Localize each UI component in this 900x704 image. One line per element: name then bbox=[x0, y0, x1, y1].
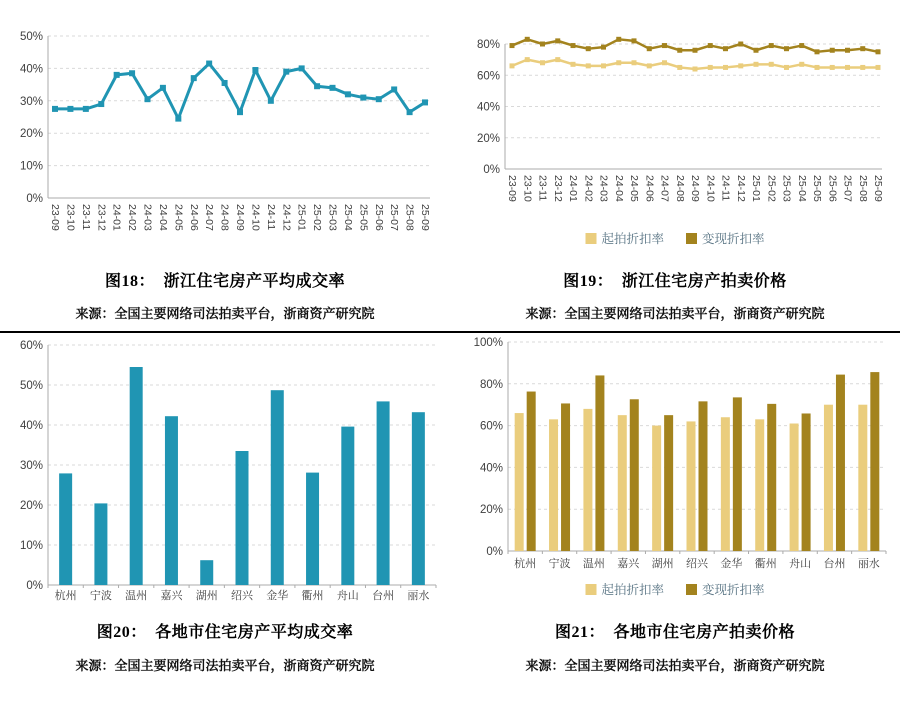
data-point-marker bbox=[52, 106, 58, 112]
x-tick-label: 25-05 bbox=[811, 175, 823, 202]
data-point-marker bbox=[67, 106, 73, 112]
data-point-marker bbox=[422, 99, 428, 105]
data-point-marker bbox=[376, 96, 382, 102]
x-tick-label: 24-11 bbox=[264, 204, 277, 231]
y-tick-label: 30% bbox=[19, 95, 43, 108]
x-tick-label: 24-02 bbox=[582, 175, 595, 202]
data-point-marker bbox=[799, 43, 804, 48]
data-point-marker bbox=[237, 109, 243, 115]
data-point-marker bbox=[145, 96, 151, 102]
fig19-caption: 图19： 浙江住宅房产拍卖价格 bbox=[563, 273, 787, 290]
fig19-source: 来源：全国主要网络司法拍卖平台，浙商资产研究院 bbox=[525, 306, 825, 321]
bar-series-1 bbox=[721, 417, 730, 551]
bar bbox=[165, 416, 178, 585]
y-tick-label: 0% bbox=[26, 193, 43, 205]
bar bbox=[377, 401, 390, 585]
data-point-marker bbox=[175, 116, 181, 122]
x-tick-label: 23-09 bbox=[49, 204, 61, 231]
bar-series-1 bbox=[755, 419, 764, 551]
data-point-marker bbox=[299, 65, 305, 71]
data-point-marker bbox=[693, 67, 698, 72]
fig18-source: 来源：全国主要网络司法拍卖平台，浙商资产研究院 bbox=[75, 306, 375, 321]
data-point-marker bbox=[601, 45, 606, 50]
x-tick-label: 24-11 bbox=[719, 175, 732, 202]
y-tick-label: 60% bbox=[476, 70, 500, 83]
data-point-marker bbox=[754, 62, 759, 67]
x-tick-label: 湖州 bbox=[651, 558, 674, 570]
data-point-marker bbox=[754, 48, 759, 53]
bar-series-2 bbox=[595, 375, 604, 551]
fig20-city-transaction-rate-bar-chart bbox=[0, 337, 450, 613]
figure-21-cell bbox=[450, 333, 900, 674]
bar-series-2 bbox=[699, 401, 708, 551]
bar-series-1 bbox=[549, 419, 558, 551]
data-point-marker bbox=[662, 60, 667, 65]
x-tick-label: 温州 bbox=[125, 590, 148, 602]
x-tick-label: 25-02 bbox=[311, 204, 324, 231]
data-point-marker bbox=[407, 109, 413, 115]
x-tick-label: 24-06 bbox=[643, 175, 656, 202]
x-tick-label: 24-02 bbox=[126, 204, 139, 231]
bar bbox=[236, 451, 249, 585]
data-point-marker bbox=[845, 48, 850, 53]
bar-series-1 bbox=[790, 424, 799, 551]
y-tick-label: 40% bbox=[19, 420, 43, 432]
y-tick-label: 20% bbox=[19, 128, 43, 141]
x-tick-label: 23-11 bbox=[79, 204, 92, 231]
bar-series-1 bbox=[858, 405, 867, 551]
x-tick-label: 25-01 bbox=[295, 204, 308, 231]
y-tick-label: 40% bbox=[19, 63, 43, 76]
x-tick-label: 25-04 bbox=[795, 175, 808, 202]
data-point-marker bbox=[83, 106, 89, 112]
x-tick-label: 24-09 bbox=[234, 204, 246, 231]
data-point-marker bbox=[160, 85, 166, 91]
data-point-marker bbox=[268, 98, 274, 104]
fig21-city-auction-price-bar-chart bbox=[450, 337, 900, 613]
y-tick-label: 50% bbox=[19, 31, 43, 43]
data-point-marker bbox=[525, 57, 530, 62]
x-tick-label: 丽水 bbox=[857, 558, 880, 570]
x-tick-label: 25-07 bbox=[841, 175, 854, 202]
fig20-source: 来源：全国主要网络司法拍卖平台，浙商资产研究院 bbox=[75, 658, 375, 673]
x-tick-label: 23-11 bbox=[536, 175, 549, 202]
bar-series-2 bbox=[664, 415, 673, 551]
data-point-marker bbox=[815, 65, 820, 70]
data-point-marker bbox=[693, 48, 698, 53]
x-tick-label: 25-04 bbox=[341, 204, 354, 231]
data-point-marker bbox=[540, 60, 545, 65]
x-tick-label: 舟山 bbox=[336, 590, 359, 602]
legend-label: 起拍折扣率 bbox=[601, 232, 665, 246]
data-point-marker bbox=[784, 65, 789, 70]
x-tick-label: 23-10 bbox=[521, 175, 534, 202]
data-point-marker bbox=[632, 38, 637, 43]
legend-label: 变现折扣率 bbox=[702, 232, 765, 246]
data-point-marker bbox=[540, 42, 545, 47]
data-point-marker bbox=[632, 60, 637, 65]
legend-swatch bbox=[686, 584, 697, 595]
data-point-marker bbox=[586, 46, 591, 51]
bar-series-2 bbox=[870, 372, 879, 551]
data-point-marker bbox=[738, 63, 743, 68]
x-tick-label: 25-07 bbox=[388, 204, 401, 231]
bar bbox=[59, 473, 72, 585]
data-point-marker bbox=[708, 43, 713, 48]
x-tick-label: 24-08 bbox=[218, 204, 231, 231]
y-tick-label: 20% bbox=[479, 504, 503, 517]
y-tick-label: 20% bbox=[19, 500, 43, 512]
data-point-marker bbox=[525, 37, 530, 42]
x-tick-label: 24-01 bbox=[567, 175, 579, 202]
legend-swatch bbox=[686, 233, 697, 244]
bar-series-2 bbox=[630, 399, 639, 551]
data-point-marker bbox=[616, 60, 621, 65]
data-point-marker bbox=[129, 70, 135, 76]
x-tick-label: 24-01 bbox=[110, 204, 123, 231]
bar-series-1 bbox=[652, 426, 661, 551]
x-tick-label: 24-03 bbox=[141, 204, 154, 231]
data-point-marker bbox=[860, 46, 865, 51]
data-point-marker bbox=[252, 67, 258, 73]
fig21-source: 来源：全国主要网络司法拍卖平台，浙商资产研究院 bbox=[525, 658, 825, 673]
x-tick-label: 24-05 bbox=[172, 204, 185, 231]
x-tick-label: 衢州 bbox=[301, 590, 324, 602]
bar-series-2 bbox=[802, 413, 811, 551]
x-tick-label: 23-12 bbox=[95, 204, 108, 231]
bar bbox=[130, 367, 143, 585]
y-tick-label: 60% bbox=[479, 420, 503, 433]
bar-series-2 bbox=[561, 403, 570, 551]
data-point-marker bbox=[815, 49, 820, 54]
x-tick-label: 24-10 bbox=[249, 204, 262, 231]
data-point-marker bbox=[510, 43, 515, 48]
bar bbox=[306, 473, 319, 585]
data-point-marker bbox=[360, 95, 366, 101]
fig18-caption: 图18： 浙江住宅房产平均成交率 bbox=[104, 273, 345, 290]
figure-20-cell bbox=[0, 333, 450, 674]
y-tick-label: 40% bbox=[479, 462, 503, 475]
y-tick-label: 80% bbox=[476, 39, 500, 51]
data-point-marker bbox=[845, 65, 850, 70]
x-tick-label: 宁波 bbox=[89, 590, 112, 602]
fig19-auction-price-line-chart bbox=[450, 6, 900, 256]
fig21-caption: 图21： 各地市住宅房产拍卖价格 bbox=[554, 624, 795, 641]
data-point-marker bbox=[114, 72, 120, 78]
data-point-marker bbox=[784, 46, 789, 51]
bar-series-1 bbox=[618, 415, 627, 551]
x-tick-label: 24-12 bbox=[734, 175, 747, 202]
x-tick-label: 23-12 bbox=[551, 175, 564, 202]
bar-series-2 bbox=[767, 404, 776, 551]
x-tick-label: 25-03 bbox=[326, 204, 339, 231]
y-tick-label: 0% bbox=[483, 164, 500, 176]
x-tick-label: 24-05 bbox=[628, 175, 640, 202]
x-tick-label: 24-12 bbox=[280, 204, 293, 231]
bar-series-2 bbox=[527, 392, 536, 551]
data-point-marker bbox=[723, 65, 728, 70]
x-tick-label: 23-09 bbox=[506, 175, 518, 202]
x-tick-label: 衢州 bbox=[754, 558, 777, 570]
x-tick-label: 25-03 bbox=[780, 175, 793, 202]
data-point-marker bbox=[677, 48, 682, 53]
legend-swatch bbox=[586, 584, 597, 595]
x-tick-label: 25-02 bbox=[765, 175, 778, 202]
data-point-marker bbox=[769, 62, 774, 67]
data-point-marker bbox=[769, 43, 774, 48]
x-tick-label: 绍兴 bbox=[686, 558, 708, 570]
data-point-marker bbox=[283, 69, 289, 75]
data-point-marker bbox=[314, 83, 320, 89]
x-tick-label: 25-05 bbox=[357, 204, 370, 231]
x-tick-label: 舟山 bbox=[789, 558, 812, 570]
bar-series-1 bbox=[515, 413, 524, 551]
x-tick-label: 温州 bbox=[582, 558, 605, 570]
figure-19-cell bbox=[450, 0, 900, 322]
y-tick-label: 50% bbox=[19, 380, 43, 392]
y-tick-label: 100% bbox=[473, 337, 503, 349]
y-tick-label: 30% bbox=[19, 460, 43, 472]
data-point-marker bbox=[222, 80, 228, 86]
x-tick-label: 24-07 bbox=[658, 175, 671, 202]
legend-label: 起拍折扣率 bbox=[601, 583, 665, 597]
x-tick-label: 金华 bbox=[266, 590, 289, 602]
bar bbox=[94, 503, 107, 585]
x-tick-label: 25-08 bbox=[403, 204, 416, 231]
x-tick-label: 24-04 bbox=[156, 204, 169, 231]
y-tick-label: 60% bbox=[19, 340, 43, 352]
y-tick-label: 40% bbox=[476, 101, 500, 114]
fig18-transaction-rate-line-chart bbox=[0, 6, 450, 256]
x-tick-label: 杭州 bbox=[514, 558, 537, 570]
x-tick-label: 25-01 bbox=[750, 175, 762, 202]
x-tick-label: 台州 bbox=[823, 558, 846, 570]
x-tick-label: 湖州 bbox=[195, 590, 218, 602]
bar-series-2 bbox=[733, 397, 742, 551]
y-tick-label: 10% bbox=[19, 540, 43, 552]
bar bbox=[271, 390, 284, 585]
legend-label: 变现折扣率 bbox=[702, 583, 765, 597]
figure-18-cell bbox=[0, 0, 450, 322]
y-tick-label: 10% bbox=[19, 160, 43, 173]
x-tick-label: 24-10 bbox=[704, 175, 717, 202]
x-tick-label: 24-04 bbox=[612, 175, 625, 202]
y-tick-label: 80% bbox=[479, 378, 503, 391]
data-point-marker bbox=[330, 85, 336, 91]
x-tick-label: 台州 bbox=[372, 590, 395, 602]
bar-series-1 bbox=[687, 421, 696, 551]
data-point-marker bbox=[647, 63, 652, 68]
data-point-marker bbox=[799, 62, 804, 67]
data-point-marker bbox=[830, 65, 835, 70]
data-point-marker bbox=[555, 57, 560, 62]
data-point-marker bbox=[662, 43, 667, 48]
x-tick-label: 24-07 bbox=[203, 204, 216, 231]
data-point-marker bbox=[677, 65, 682, 70]
data-point-marker bbox=[206, 61, 212, 67]
data-point-marker bbox=[830, 48, 835, 53]
data-point-marker bbox=[876, 49, 881, 54]
data-point-marker bbox=[616, 37, 621, 42]
data-point-marker bbox=[191, 75, 197, 81]
data-point-marker bbox=[510, 63, 515, 68]
x-tick-label: 金华 bbox=[720, 558, 743, 570]
bar bbox=[200, 560, 213, 585]
x-tick-label: 24-03 bbox=[597, 175, 610, 202]
x-tick-label: 25-06 bbox=[372, 204, 385, 231]
y-tick-label: 0% bbox=[26, 580, 43, 592]
bar-series-1 bbox=[824, 405, 833, 551]
x-tick-label: 宁波 bbox=[548, 558, 571, 570]
y-tick-label: 0% bbox=[486, 546, 503, 558]
x-tick-label: 绍兴 bbox=[231, 590, 253, 602]
data-point-marker bbox=[647, 46, 652, 51]
data-point-marker bbox=[391, 86, 397, 92]
x-tick-label: 25-08 bbox=[856, 175, 869, 202]
x-tick-label: 嘉兴 bbox=[160, 590, 183, 602]
x-tick-label: 25-09 bbox=[872, 175, 884, 202]
fig20-caption: 图20： 各地市住宅房产平均成交率 bbox=[96, 624, 354, 641]
top-chart-row bbox=[0, 0, 900, 322]
legend-swatch bbox=[586, 233, 597, 244]
data-point-marker bbox=[708, 65, 713, 70]
x-tick-label: 24-06 bbox=[187, 204, 200, 231]
data-point-marker bbox=[723, 46, 728, 51]
data-point-marker bbox=[571, 43, 576, 48]
bar bbox=[341, 427, 354, 585]
x-tick-label: 25-09 bbox=[419, 204, 431, 231]
x-tick-label: 24-08 bbox=[673, 175, 686, 202]
data-point-marker bbox=[98, 101, 104, 107]
data-point-marker bbox=[586, 63, 591, 68]
x-tick-label: 25-06 bbox=[826, 175, 839, 202]
data-point-marker bbox=[860, 65, 865, 70]
x-tick-label: 丽水 bbox=[407, 590, 430, 602]
data-point-marker bbox=[571, 62, 576, 67]
x-tick-label: 24-09 bbox=[689, 175, 701, 202]
data-point-marker bbox=[345, 91, 351, 97]
bottom-chart-row bbox=[0, 333, 900, 674]
x-tick-label: 杭州 bbox=[54, 590, 77, 602]
bar-series-2 bbox=[836, 375, 845, 551]
bar-series-1 bbox=[583, 409, 592, 551]
y-tick-label: 20% bbox=[476, 132, 500, 145]
data-point-marker bbox=[876, 65, 881, 70]
bar bbox=[412, 412, 425, 585]
x-tick-label: 23-10 bbox=[64, 204, 77, 231]
data-point-marker bbox=[555, 38, 560, 43]
x-tick-label: 嘉兴 bbox=[617, 558, 640, 570]
data-point-marker bbox=[601, 63, 606, 68]
data-point-marker bbox=[738, 42, 743, 47]
